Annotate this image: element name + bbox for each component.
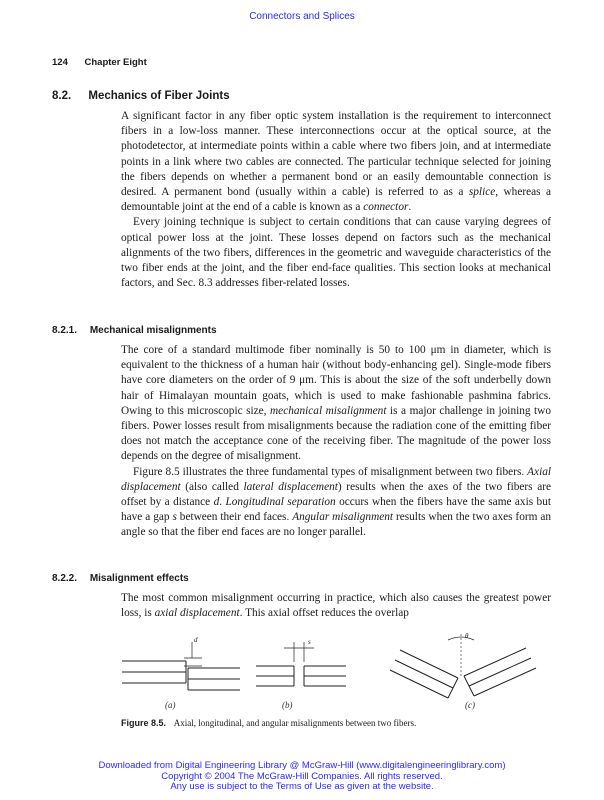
page-number: 124 <box>52 57 68 68</box>
chapter-label: Chapter Eight <box>84 57 147 68</box>
section-title: Mechanics of Fiber Joints <box>88 90 230 102</box>
symbol-d: d <box>194 636 198 644</box>
footer-copyright[interactable]: Copyright © 2004 The McGraw-Hill Companies. All rights reserved. <box>161 770 443 782</box>
figure-caption-text: Axial, longitudinal, and angular misalignments between two fibers. <box>173 718 417 728</box>
paragraph-2: Every joining technique is subject to certain conditions that can cause varying degrees of optical power loss at the joint. These losses depend on factors such as the mechanical alignments of the two fibers, differences in the geometric and waveguide characteristics of the two fiber ends at the joint, and the fiber end-face qualities. This section looks at mechanical factors, and Sec. 8.3 addresses fiber-related losses. <box>121 216 551 290</box>
figure-label-c: (c) <box>465 700 475 710</box>
symbol-s: s <box>308 638 311 646</box>
subsection-title: Misalignment effects <box>89 573 189 584</box>
subsection-number: 8.2.1. <box>52 325 78 336</box>
figure-label-a: (a) <box>165 700 176 710</box>
subsection-1-body <box>121 343 551 541</box>
symbol-theta: θ <box>465 632 469 640</box>
subsection-2-body <box>121 591 551 621</box>
figure-caption <box>121 718 416 728</box>
running-title-link[interactable]: Connectors and Splices <box>249 11 355 22</box>
section-heading <box>52 90 230 102</box>
figure-a-axial-displacement <box>122 642 240 690</box>
figure-c-angular-misalignment <box>390 634 536 698</box>
paragraph-1: A significant factor in any fiber optic system installation is the requirement to interconnect fibers in a low-loss manner. These interconnections occur at the optical source, at the photodetector, at intermediate points within a cable where two fibers join, and at intermediate points in a link where two cables are connected. The particular technique selected for joining the fibers depends on whether a permanent bond or an easily demountable connection is desired. A permanent bond (usually within a cable) is referred to as a splice, whereas a demountable joint at the end of a cable is known as a connector. <box>121 110 552 214</box>
misalignment-figure <box>118 628 558 708</box>
subsection-title: Mechanical misalignments <box>89 325 217 336</box>
paragraph-4: Figure 8.5 illustrates the three fundamental types of misalignment between two fibers. Axial displacement (also called lateral displacement) results when the axes of the two fibers are offset by a distance d. Longitudinal separation occurs when the fibers have the same axis but have a gap s between their end faces. Angular misalignment results when the two axes form an angle so that the fiber end faces are no longer parallel. <box>121 465 552 539</box>
figure-number: Figure 8.5. <box>121 718 167 728</box>
subsection-heading-2 <box>52 573 189 584</box>
figure-label-b: (b) <box>282 700 293 710</box>
figure-b-longitudinal-separation <box>256 642 346 686</box>
section-body <box>121 109 551 291</box>
section-number: 8.2. <box>52 90 72 102</box>
page-header <box>52 57 147 68</box>
footer <box>0 761 604 793</box>
paragraph-3: The core of a standard multimode fiber nominally is 50 to 100 μm in diameter, which is equivalent to the thickness of a human hair (without body-enhancing gel). Single-mode fibers have core diameters on the order of 9 μm. This is about the size of the soft underbelly down hair of Himalayan mountain goats, which is used to make fashionable pashmina fabrics. Owing to this microscopic size, mechanical misalignment is a major challenge in joining two fibers. Power losses result from misalignments because the radiation cone of the emitting fiber does not match the acceptance cone of the receiving fiber. The magnitude of the power loss depends on the degree of misalignment. <box>121 344 551 463</box>
footer-terms[interactable]: Any use is subject to the Terms of Use as given at the website. <box>170 781 434 792</box>
subsection-heading-1 <box>52 325 217 336</box>
subsection-number: 8.2.2. <box>52 573 78 584</box>
footer-download-link[interactable]: Downloaded from Digital Engineering Library @ McGraw-Hill (www.digitalengineeringlibrary.com) <box>98 760 506 771</box>
paragraph-5: The most common misalignment occurring in practice, which also causes the greatest power loss, is axial displacement. This axial offset reduces the overlap <box>121 592 551 620</box>
